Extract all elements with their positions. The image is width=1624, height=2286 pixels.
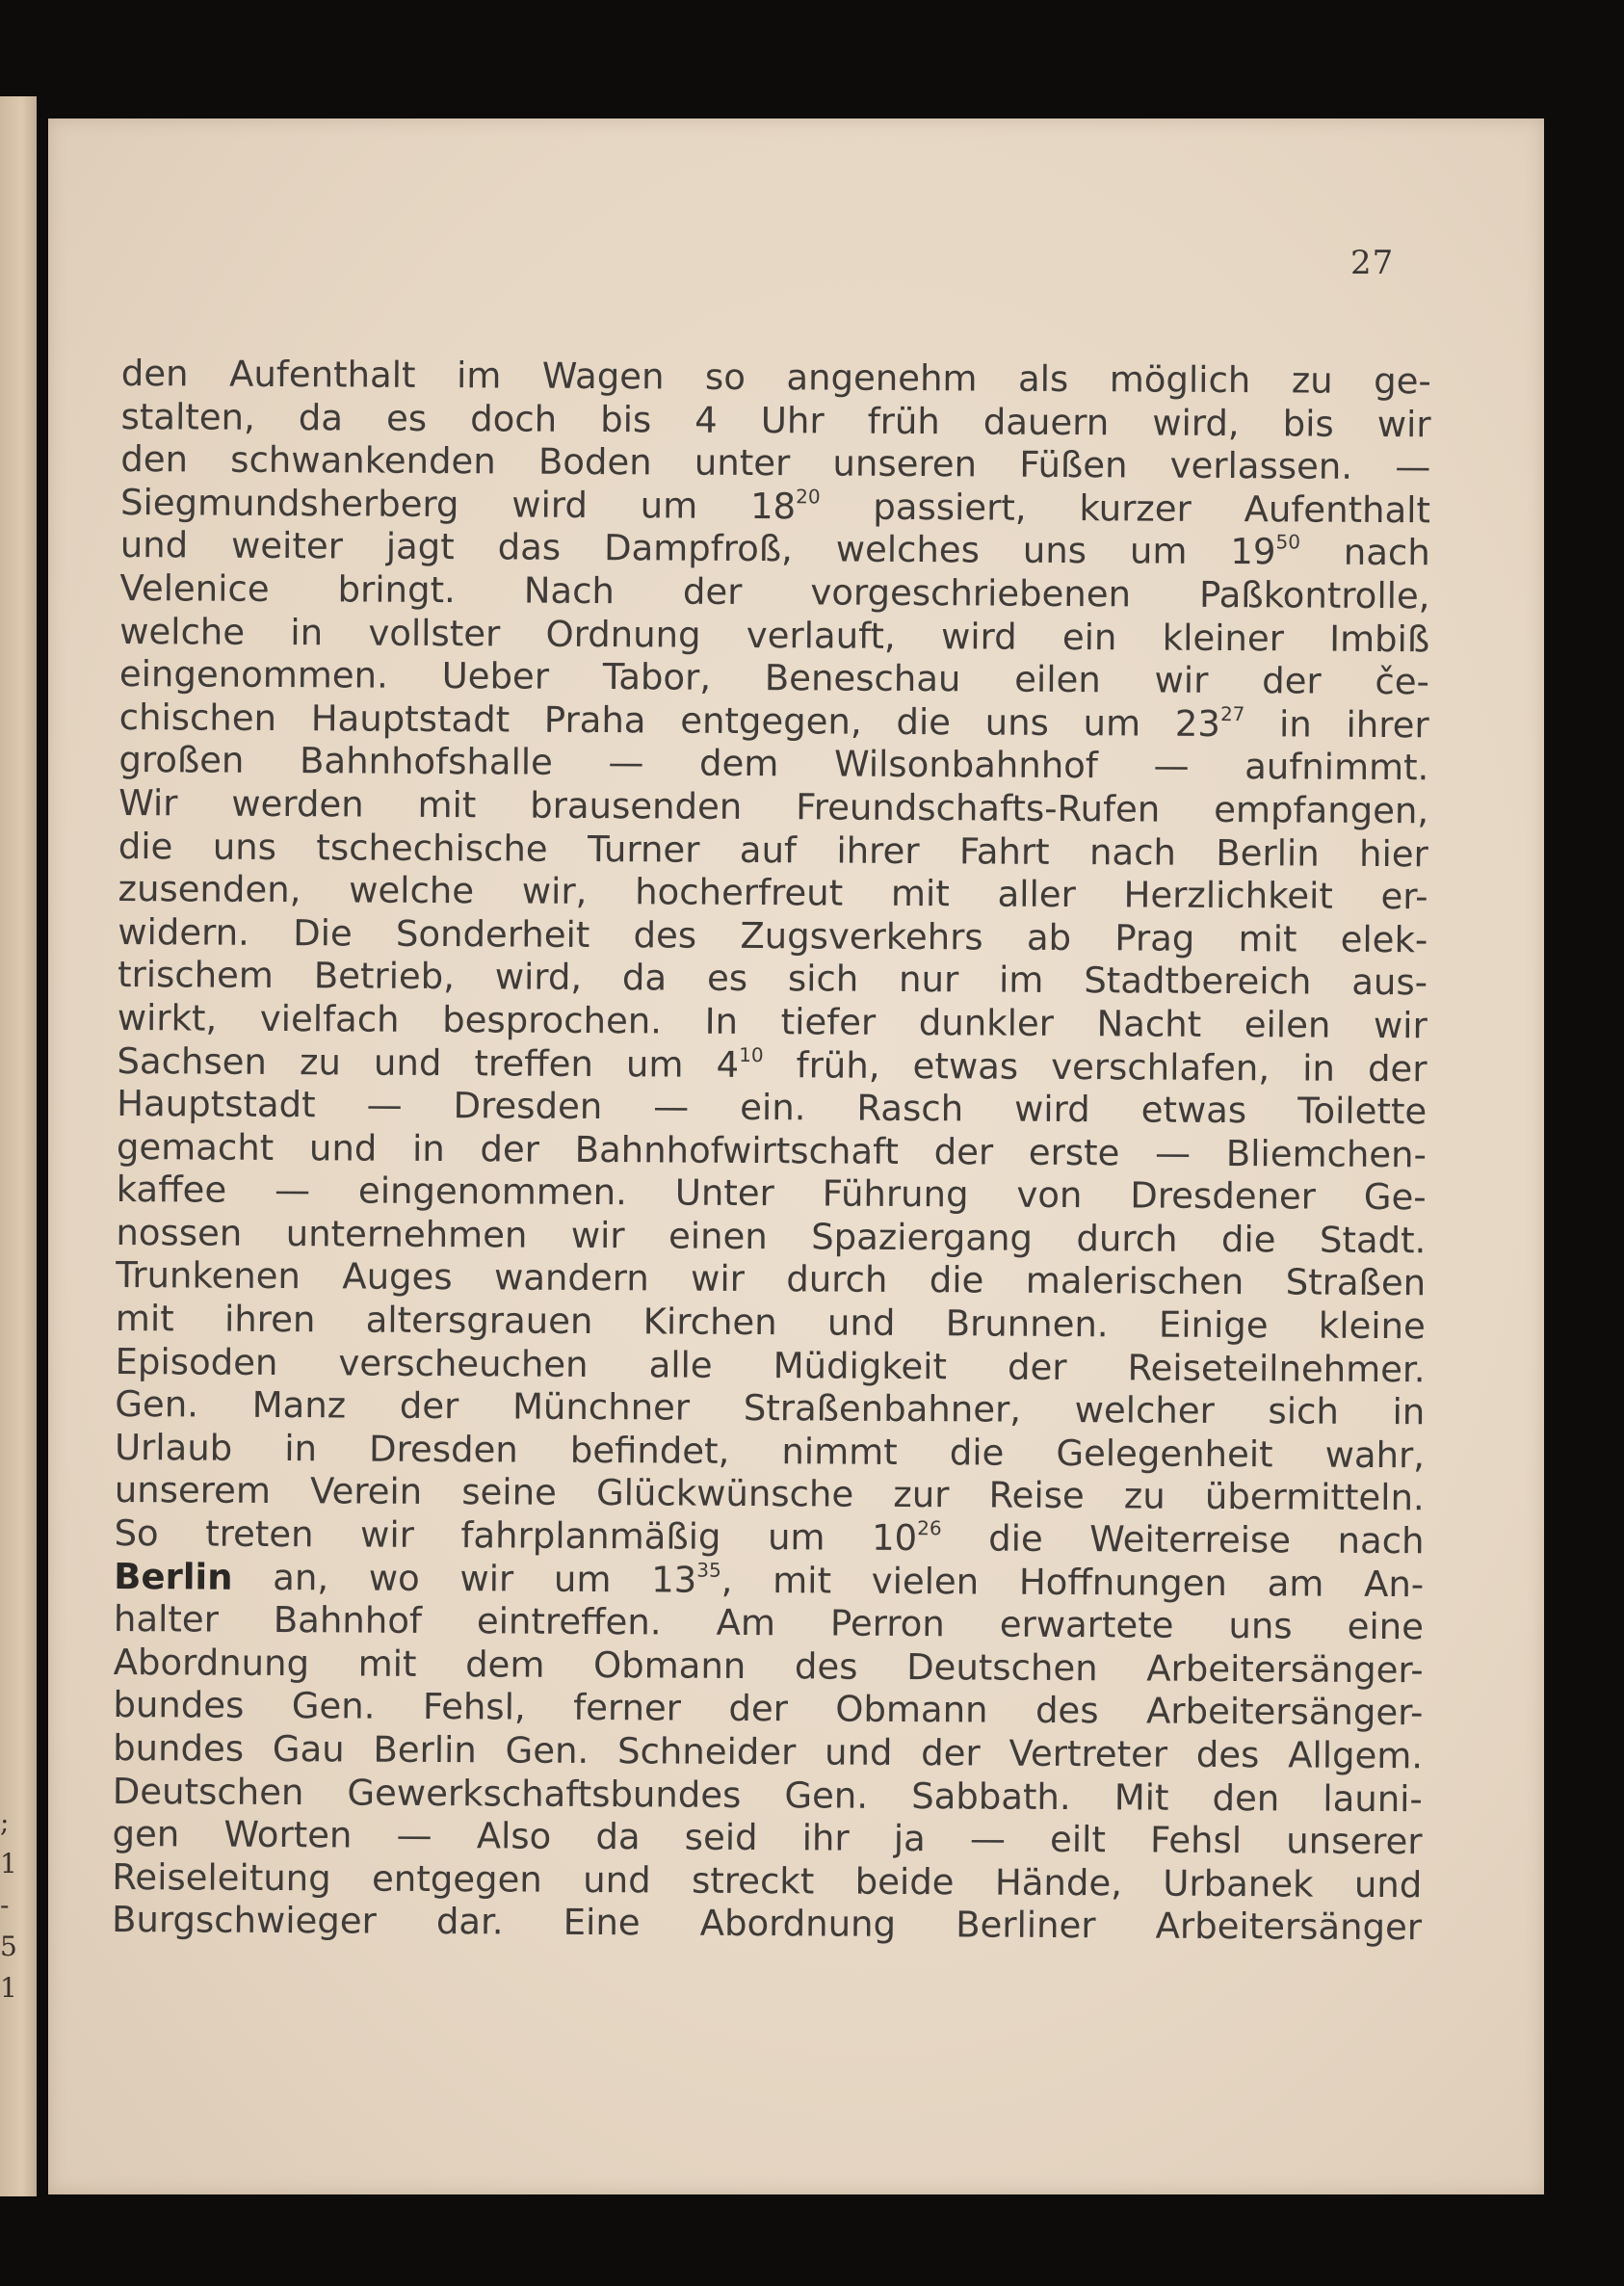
text-run: Deutschen Gewerkschaftsbundes Gen. Sabbath. Mit den launi- bbox=[112, 1770, 1423, 1820]
text-run: an, wo wir um 13 bbox=[232, 1556, 697, 1601]
text-run: Hauptstadt — Dresden — ein. Rasch wird etwas Toilette bbox=[117, 1083, 1428, 1133]
text-run: Abordnung mit dem Obmann des Deutschen Arbeitersänger- bbox=[113, 1641, 1424, 1692]
text-run: den schwankenden Boden unter unseren Füßen verlassen. — bbox=[120, 438, 1431, 488]
superscript-minutes: 10 bbox=[739, 1042, 764, 1066]
text-run: zusenden, welche wir, hocherfreut mit aller Herzlichkeit er- bbox=[118, 868, 1428, 918]
text-run: bundes Gen. Fehsl, ferner der Obmann des Arbeitersänger- bbox=[113, 1684, 1424, 1734]
text-run: bundes Gau Berlin Gen. Schneider und der Vertreter des Allgem. bbox=[113, 1726, 1424, 1777]
text-run: , mit vielen Hoffnungen am An- bbox=[720, 1559, 1425, 1605]
text-run: Burgschwieger dar. Eine Abordnung Berliner Arbeitersänger bbox=[111, 1899, 1423, 1949]
text-run: Trunkenen Auges wandern wir durch die malerischen Straßen bbox=[116, 1254, 1427, 1304]
text-run: stalten, da es doch bis 4 Uhr früh dauern wird, bis wir bbox=[120, 395, 1431, 445]
text-run: in ihrer bbox=[1244, 702, 1429, 747]
text-run: Reiseleitung entgegen und streckt beide Hände, Urbanek und bbox=[112, 1855, 1423, 1906]
page-number: 27 bbox=[1350, 244, 1395, 282]
text-run: eingenommen. Ueber Tabor, Beneschau eilen wir der če- bbox=[118, 653, 1430, 703]
text-run: früh, etwas verschlafen, in der bbox=[763, 1043, 1428, 1090]
superscript-minutes: 27 bbox=[1219, 701, 1245, 725]
text-run: die uns tschechische Turner auf ihrer Fahrt nach Berlin hier bbox=[118, 825, 1428, 875]
edge-glyph: ; bbox=[0, 1806, 10, 1838]
text-run: Urlaub in Dresden befindet, nimmt die Gelegenheit wahr, bbox=[114, 1426, 1426, 1477]
text-run: Velenice bringt. Nach der vorgeschriebenen Paßkontrolle, bbox=[119, 566, 1430, 617]
text-run: Siegmundsherberg wird um 18 bbox=[119, 481, 797, 528]
text-run: unserem Verein seine Glückwünsche zur Reise zu übermitteln. bbox=[114, 1469, 1425, 1519]
superscript-minutes: 26 bbox=[917, 1516, 942, 1540]
text-run: nossen unternehmen wir einen Spaziergang durch die Stadt. bbox=[116, 1211, 1427, 1262]
text-run: widern. Die Sonderheit des Zugsverkehrs ab Prag mit elek- bbox=[118, 910, 1428, 961]
text-run: trischem Betrieb, wird, da es sich nur im Stadtbereich aus- bbox=[117, 954, 1428, 1004]
superscript-minutes: 20 bbox=[796, 485, 821, 509]
text-run: und weiter jagt das Dampfroß, welches uns um 19 bbox=[119, 524, 1276, 573]
text-run: welche in vollster Ordnung verlauft, wird ein kleiner Imbiß bbox=[119, 610, 1430, 660]
text-run: großen Bahnhofshalle — dem Wilsonbahnhof — aufnimmt. bbox=[118, 739, 1429, 789]
text-run: kaffee — eingenommen. Unter Führung von Dresdener Ge- bbox=[116, 1169, 1427, 1219]
previous-page-edge bbox=[0, 96, 37, 2196]
bold-word: Berlin bbox=[114, 1555, 233, 1598]
edge-glyph: 1 bbox=[0, 1848, 17, 1879]
text-run: gen Worten — Also da seid ihr ja — eilt Fehsl unserer bbox=[112, 1813, 1423, 1863]
text-run: halter Bahnhof eintreffen. Am Perron erwartete uns eine bbox=[113, 1598, 1425, 1648]
book-page bbox=[48, 118, 1544, 2194]
text-run: gemacht und in der Bahnhofwirtschaft der erste — Bliemchen- bbox=[116, 1125, 1428, 1175]
text-run: Wir werden mit brausenden Freundschafts-Rufen empfangen, bbox=[118, 781, 1429, 832]
text-run: chischen Hauptstadt Praha entgegen, die uns um 23 bbox=[118, 696, 1221, 745]
body-text bbox=[112, 353, 1431, 1950]
edge-glyph: 1 bbox=[0, 1972, 17, 2004]
text-run: Sachsen zu und treffen um 4 bbox=[117, 1039, 740, 1086]
text-run: Episoden verscheuchen alle Müdigkeit der Reiseteilnehmer. bbox=[115, 1340, 1426, 1390]
text-run: So treten wir fahrplanmäßig um 10 bbox=[114, 1512, 918, 1560]
text-run: wirkt, vielfach besprochen. In tiefer dunkler Nacht eilen wir bbox=[117, 996, 1428, 1047]
text-line bbox=[112, 1899, 1422, 1950]
edge-glyph: - bbox=[0, 1889, 10, 1921]
superscript-minutes: 35 bbox=[696, 1558, 721, 1582]
text-run: den Aufenthalt im Wagen so angenehm als möglich zu ge- bbox=[120, 353, 1431, 403]
text-run: die Weiterreise nach bbox=[941, 1517, 1425, 1563]
text-run: Gen. Manz der Münchner Straßenbahner, welcher sich in bbox=[115, 1383, 1426, 1433]
edge-glyph: 5 bbox=[0, 1931, 17, 1962]
superscript-minutes: 50 bbox=[1275, 530, 1301, 554]
text-run: nach bbox=[1299, 531, 1430, 574]
text-run: passiert, kurzer Aufenthalt bbox=[820, 486, 1431, 532]
previous-page-glyphs bbox=[0, 1801, 17, 2009]
text-run: mit ihren altersgrauen Kirchen und Brunnen. Einige kleine bbox=[115, 1298, 1426, 1348]
